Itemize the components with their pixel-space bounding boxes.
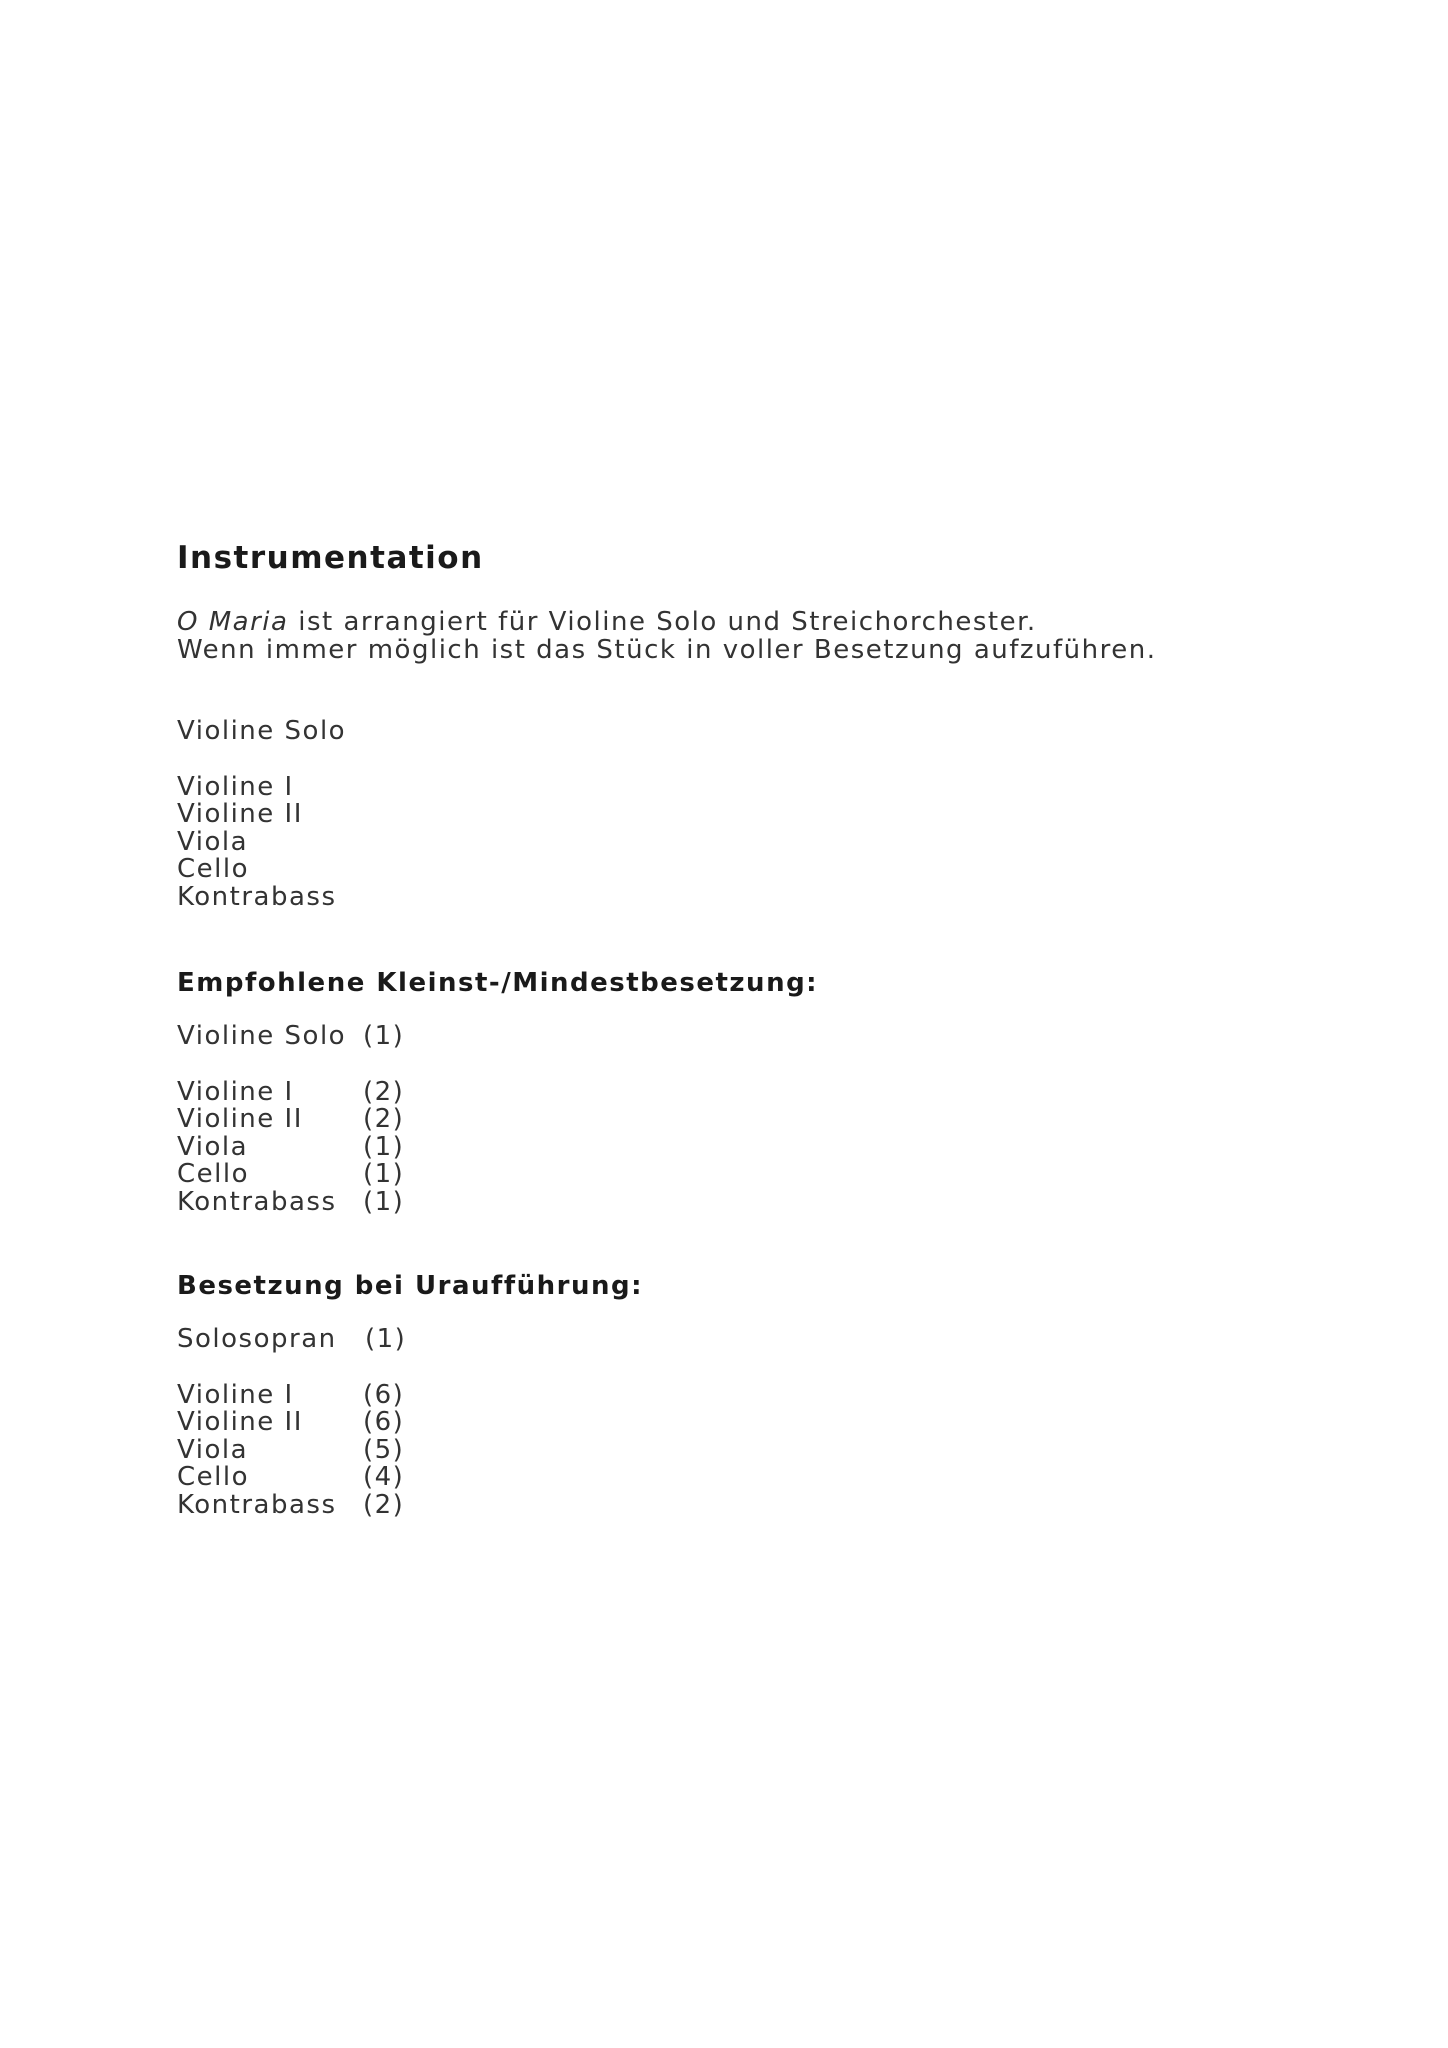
instrument-item: Kontrabass — [177, 881, 337, 912]
minimum-row — [177, 1076, 1277, 1107]
instrument-name: Violine II — [177, 1407, 303, 1437]
instrument-name: Violine Solo — [177, 1021, 347, 1051]
work-title: O Maria — [177, 607, 289, 637]
full-instrumentation-list — [177, 718, 1277, 911]
instrument-count: (1) — [363, 1159, 405, 1189]
instrument-count: (6) — [363, 1407, 405, 1437]
minimum-heading: Empfohlene Kleinst-/Mindestbesetzung: — [177, 968, 819, 998]
instrument-count: (6) — [363, 1379, 405, 1410]
solo-instrument: Violine Solo — [177, 716, 347, 746]
instrument-count: (2) — [363, 1489, 405, 1520]
instrument-item: Violine I — [177, 771, 294, 802]
premiere-row — [177, 1464, 1277, 1492]
instrument-name: Kontrabass — [177, 1489, 337, 1520]
premiere-row — [177, 1434, 1277, 1465]
instrument-name: Violine I — [177, 1076, 294, 1107]
instrument-count: (2) — [363, 1076, 405, 1107]
instrument-count: (1) — [363, 1131, 405, 1162]
premiere-row — [177, 1409, 1277, 1437]
premiere-solo-row — [177, 1326, 1277, 1354]
minimum-row — [177, 1186, 1277, 1217]
intro-line-2: Wenn immer möglich ist das Stück in voller Besetzung aufzuführen. — [177, 635, 1157, 665]
instrument-item: Violine II — [177, 799, 303, 829]
instrument-name: Cello — [177, 1159, 250, 1189]
instrument-name: Violine I — [177, 1379, 294, 1410]
premiere-row — [177, 1379, 1277, 1410]
page-title: Instrumentation — [177, 540, 484, 576]
minimum-list — [177, 1023, 1277, 1216]
instrument-item: Viola — [177, 826, 249, 857]
premiere-list — [177, 1326, 1277, 1519]
intro-line-1-text: ist arrangiert für Violine Solo und Streichorchester. — [288, 607, 1037, 637]
instrument-name: Kontrabass — [177, 1186, 337, 1217]
instrument-count: (2) — [363, 1104, 405, 1134]
instrument-name: Viola — [177, 1131, 249, 1162]
intro-paragraph — [177, 608, 1277, 664]
instrument-name: Solosopran — [177, 1324, 337, 1354]
premiere-row — [177, 1489, 1277, 1520]
instrument-name: Cello — [177, 1462, 250, 1492]
premiere-heading: Besetzung bei Uraufführung: — [177, 1271, 643, 1301]
instrument-name: Viola — [177, 1434, 249, 1465]
minimum-row — [177, 1106, 1277, 1134]
intro-line-1 — [177, 608, 1277, 636]
instrument-count: (5) — [363, 1434, 405, 1465]
page-content — [177, 536, 1277, 1519]
minimum-solo-row — [177, 1023, 1277, 1051]
instrument-name: Violine II — [177, 1104, 303, 1134]
minimum-row — [177, 1161, 1277, 1189]
instrument-count: (4) — [363, 1462, 405, 1492]
minimum-row — [177, 1131, 1277, 1162]
instrument-count: (1) — [363, 1186, 405, 1217]
instrument-item: Cello — [177, 854, 250, 884]
instrument-count: (1) — [365, 1324, 407, 1354]
instrument-count: (1) — [363, 1021, 405, 1051]
